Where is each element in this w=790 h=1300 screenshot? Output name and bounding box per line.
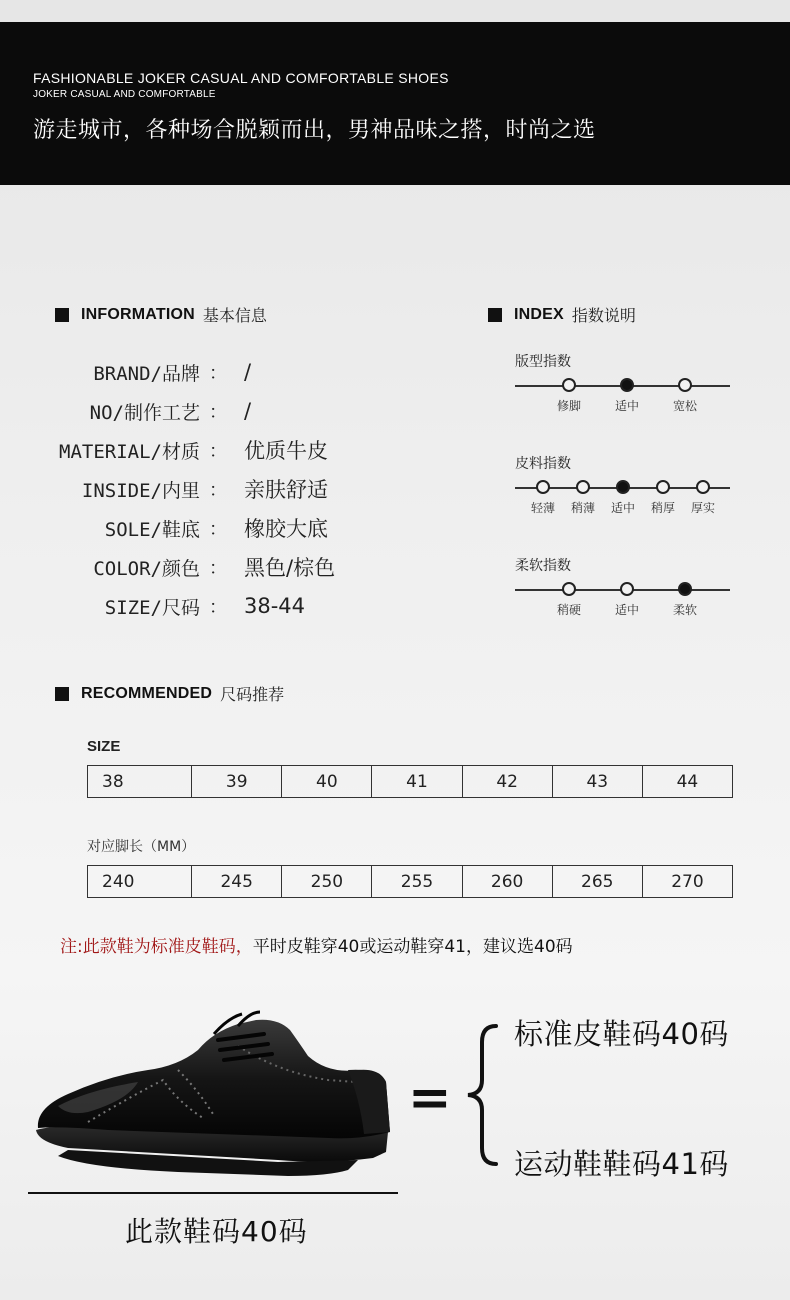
brogue-shoe-icon [28,1010,398,1185]
info-label: COLOR/颜色 [93,557,200,580]
index-option-label: 适中 [614,399,640,413]
info-colon: ： [209,363,227,384]
foot-length-cell: 250 [282,866,372,897]
index-scale [515,453,735,533]
index-dot [678,378,692,392]
information-title-en: INFORMATION [81,305,195,323]
info-value: 橡胶大底 [244,517,328,541]
size-note [60,932,573,957]
banner-headline-en: FASHIONABLE JOKER CASUAL AND COMFORTABLE SHOES [33,70,449,86]
size-cell: 43 [553,766,643,797]
size-note-warning: 注:此款鞋为标准皮鞋码， [60,937,253,957]
shoe-size-caption: 此款鞋码40码 [125,1215,308,1248]
index-scale [515,351,735,431]
info-value: 38-44 [244,594,306,618]
foot-length-cell: 265 [553,866,643,897]
information-title-cn: 基本信息 [202,306,267,325]
foot-length-cell: 270 [671,871,704,892]
info-label: INSIDE/内里 [81,479,200,502]
recommended-heading [55,682,284,705]
info-colon: ： [209,558,227,579]
foot-length-grid [87,865,733,898]
info-row-craft [0,397,251,425]
info-row-size [0,592,305,620]
index-option-label: 适中 [610,501,636,515]
index-option-label: 稍厚 [650,501,676,515]
index-dot [678,582,692,596]
sport-size-text: 运动鞋鞋码41码 [514,1147,729,1181]
foot-length-cell: 240 [88,866,192,897]
info-colon: ： [209,402,227,423]
index-title-en: INDEX [514,305,564,323]
info-value: / [244,399,252,423]
index-title-cn: 指数说明 [571,306,636,325]
size-grid-title: SIZE [87,738,121,755]
foot-length-cell: 260 [463,866,553,897]
size-cell: 40 [282,766,372,797]
info-value: 优质牛皮 [244,439,328,463]
info-colon: ： [209,519,227,540]
index-dot [620,378,634,392]
info-colon: ： [209,597,227,618]
square-bullet-icon [55,687,69,701]
index-dot [616,480,630,494]
size-cell: 42 [463,766,553,797]
square-bullet-icon [55,308,69,322]
info-row-sole [0,514,328,542]
recommended-title-en: RECOMMENDED [81,684,213,702]
size-cell: 38 [88,766,192,797]
recommended-title-cn: 尺码推荐 [220,685,285,704]
info-row-brand [0,358,251,386]
index-scale [515,555,735,635]
foot-length-title: 对应脚长（MM） [87,839,196,855]
info-label: MATERIAL/材质 [59,440,200,463]
curly-brace-icon [462,1020,502,1170]
index-heading [488,303,636,326]
index-option-label: 修脚 [556,399,582,413]
info-value: 黑色/棕色 [244,556,336,580]
index-scale-title: 柔软指数 [515,558,571,574]
square-bullet-icon [488,308,502,322]
top-banner [0,22,790,185]
info-row-material [0,436,328,464]
standard-size-text: 标准皮鞋码40码 [514,1017,729,1051]
size-grid [87,765,733,798]
shoe-image [28,1010,398,1185]
equals-sign: = [408,1068,452,1128]
info-value: 亲肤舒适 [244,478,328,502]
info-label: SIZE/尺码 [104,596,200,619]
index-option-label: 轻薄 [530,501,556,515]
banner-slogan: 游走城市，各种场合脱颖而出，男神品味之搭，时尚之选 [33,118,596,143]
foot-length-cell: 255 [372,866,462,897]
index-dot [536,480,550,494]
index-option-label: 稍硬 [556,603,582,617]
index-scale-title: 版型指数 [515,354,571,370]
index-option-label: 适中 [614,603,640,617]
foot-length-cell: 245 [192,866,282,897]
index-option-label: 宽松 [672,399,698,413]
info-row-inside [0,475,328,503]
info-colon: ： [209,480,227,501]
index-dot [620,582,634,596]
index-option-label: 柔软 [672,603,698,617]
size-cell: 41 [372,766,462,797]
size-cell: 39 [192,766,282,797]
info-label: NO/制作工艺 [89,401,200,424]
info-row-color [0,553,335,581]
index-dot [576,480,590,494]
size-cell: 44 [676,771,699,792]
info-colon: ： [209,441,227,462]
index-dot [562,378,576,392]
info-label: SOLE/鞋底 [104,518,200,541]
size-note-advice: 平时皮鞋穿40或运动鞋穿41，建议选40码 [252,937,573,957]
banner-subline-en: JOKER CASUAL AND COMFORTABLE [33,89,216,100]
index-scale-title: 皮料指数 [515,456,571,472]
index-dot [656,480,670,494]
index-option-label: 稍薄 [570,501,596,515]
index-dot [562,582,576,596]
index-option-label: 厚实 [690,501,716,515]
index-dot [696,480,710,494]
info-label: BRAND/品牌 [93,362,200,385]
shoe-baseline [28,1192,398,1194]
information-heading [55,303,267,326]
info-value: / [244,360,252,384]
